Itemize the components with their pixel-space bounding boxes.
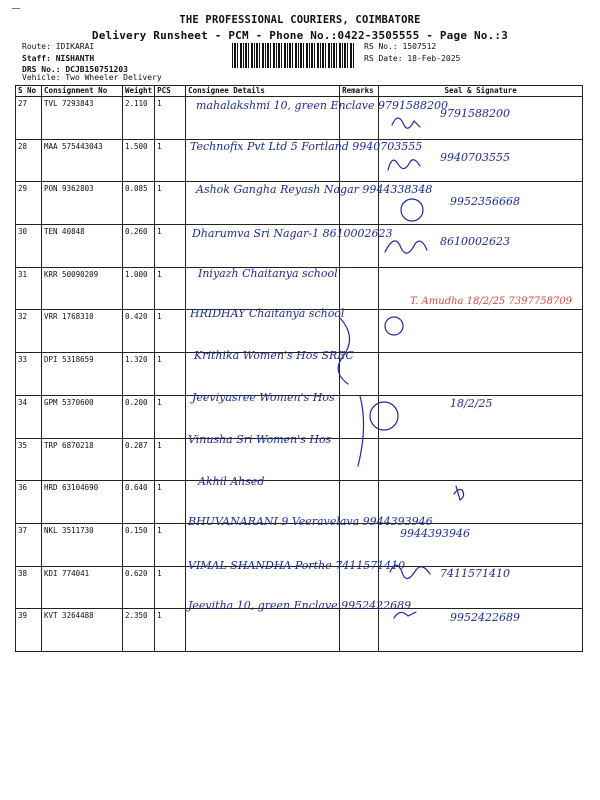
pcs-cell: 1 (155, 481, 186, 524)
hw-consignee-32: HRIDHAY Chaitanya school (190, 307, 345, 320)
scan-mark (12, 8, 20, 9)
consignment-cell: GPM 5370600 (42, 395, 123, 438)
consignment-cell: TVL 7293843 (42, 97, 123, 140)
pcs-cell: 1 (155, 225, 186, 268)
hw-signature-34: 18/2/25 (450, 397, 493, 410)
pcs-cell: 1 (155, 523, 186, 566)
sno-cell: 37 (16, 523, 42, 566)
sno-cell: 29 (16, 182, 42, 225)
remarks-cell (340, 310, 379, 353)
weight-cell: 1.000 (123, 267, 155, 310)
remarks-cell (340, 395, 379, 438)
hw-consignee-27: mahalakshmi 10, green Enclave 9791588200 (196, 99, 448, 112)
sno-cell: 32 (16, 310, 42, 353)
hw-signature-27: 9791588200 (440, 107, 510, 120)
pcs-cell: 1 (155, 438, 186, 481)
signature-cell (379, 310, 583, 353)
weight-cell: 0.150 (123, 523, 155, 566)
consignment-cell: KVT 3264488 (42, 609, 123, 652)
consignment-cell: TEN 40848 (42, 225, 123, 268)
sno-cell: 39 (16, 609, 42, 652)
weight-cell: 2.110 (123, 97, 155, 140)
remarks-cell (340, 267, 379, 310)
hw-consignee-38: VIMAL SHANDHA Porthe 7411571410 (188, 559, 406, 572)
weight-cell: 0.640 (123, 481, 155, 524)
col-pcs: PCS (155, 86, 186, 97)
hw-signature-29: 9952356668 (450, 195, 520, 208)
sno-cell: 27 (16, 97, 42, 140)
runsheet-title: Delivery Runsheet - PCM - Phone No.:0422-3505555 - Page No.:3 (91, 29, 509, 42)
sno-cell: 31 (16, 267, 42, 310)
pcs-cell: 1 (155, 267, 186, 310)
vehicle-label: Vehicle: Two Wheeler Delivery (22, 73, 162, 82)
hw-signature-32: T. Amudha 18/2/25 7397758709 (410, 296, 573, 307)
col-signature: Seal & Signature (379, 86, 583, 97)
weight-cell: 1.320 (123, 353, 155, 396)
sno-cell: 38 (16, 566, 42, 609)
pcs-cell: 1 (155, 182, 186, 225)
hw-consignee-35: Vinusha Sri Women's Hos (188, 433, 332, 446)
consignment-cell: KRR 50090209 (42, 267, 123, 310)
hw-signature-28: 9940703555 (440, 151, 510, 164)
hw-consignee-31: Iniyazh Chaitanya school (198, 267, 338, 280)
hw-consignee-30: Dharumva Sri Nagar-1 8610002623 (192, 227, 393, 240)
rs-number: RS No.: 1507512 (364, 42, 437, 51)
col-remarks: Remarks (340, 86, 379, 97)
staff-label: Staff: NISHANTH (22, 53, 95, 63)
hw-consignee-34: Jeeviyasree Women's Hos (192, 391, 335, 404)
runsheet-meta-left (22, 41, 128, 76)
pcs-cell: 1 (155, 353, 186, 396)
pcs-cell: 1 (155, 395, 186, 438)
hw-signature-37: 9944393946 (400, 527, 470, 540)
hw-consignee-33: Krithika Women's Hos SREC (194, 349, 354, 362)
rs-date: RS Date: 18-Feb-2025 (364, 53, 461, 63)
consignment-cell: VRR 1768310 (42, 310, 123, 353)
pcs-cell: 1 (155, 566, 186, 609)
sno-cell: 36 (16, 481, 42, 524)
col-weight: Weight (123, 86, 155, 97)
company-title: THE PROFESSIONAL COURIERS, COIMBATORE (179, 14, 421, 26)
hw-consignee-36: Akhil Ahsed (198, 475, 265, 488)
weight-cell: 2.350 (123, 609, 155, 652)
pcs-cell: 1 (155, 139, 186, 182)
hw-signature-39: 9952422689 (450, 611, 520, 624)
weight-cell: 0.287 (123, 438, 155, 481)
hw-signature-30: 8610002623 (440, 235, 510, 248)
weight-cell: 1.500 (123, 139, 155, 182)
hw-signature-38: 7411571410 (440, 567, 510, 580)
barcode (232, 43, 354, 68)
consignment-cell: MAA 575443043 (42, 139, 123, 182)
sno-cell: 34 (16, 395, 42, 438)
sno-cell: 35 (16, 438, 42, 481)
weight-cell: 0.200 (123, 395, 155, 438)
consignment-cell: HRD 63104690 (42, 481, 123, 524)
weight-cell: 0.260 (123, 225, 155, 268)
consignee-cell (186, 609, 340, 652)
table-header-row (16, 86, 583, 97)
sno-cell: 30 (16, 225, 42, 268)
hw-consignee-29: Ashok Gangha Reyash Nagar 9944338348 (196, 183, 433, 196)
col-consignment: Consignment No (42, 86, 123, 97)
remarks-cell (340, 438, 379, 481)
signature-cell (379, 438, 583, 481)
hw-consignee-37: BHUVANARANI 9 Veeravelava 9944393946 (188, 515, 433, 528)
consignment-cell: TRP 6870218 (42, 438, 123, 481)
signature-cell (379, 353, 583, 396)
runsheet-meta-right (364, 41, 460, 64)
remarks-cell (340, 609, 379, 652)
consignment-cell: NKL 3511730 (42, 523, 123, 566)
drs-label: DRS No.: DCJB150751203 (22, 65, 128, 74)
consignment-cell: KDI 774041 (42, 566, 123, 609)
hw-consignee-39: Jeevitha 10, green Enclave 9952422689 (188, 599, 412, 612)
consignment-cell: PON 9362803 (42, 182, 123, 225)
hw-consignee-28: Technofix Pvt Ltd 5 Fortland 9940703555 (190, 140, 423, 153)
sno-cell: 33 (16, 353, 42, 396)
route-label: Route: IDIKARAI (22, 42, 95, 51)
pcs-cell: 1 (155, 609, 186, 652)
sno-cell: 28 (16, 139, 42, 182)
weight-cell: 0.420 (123, 310, 155, 353)
weight-cell: 0.085 (123, 182, 155, 225)
weight-cell: 0.620 (123, 566, 155, 609)
consignment-cell: DPI 5318659 (42, 353, 123, 396)
pcs-cell: 1 (155, 97, 186, 140)
col-consignee: Consignee Details (186, 86, 340, 97)
pcs-cell: 1 (155, 310, 186, 353)
col-sno: S No (16, 86, 42, 97)
